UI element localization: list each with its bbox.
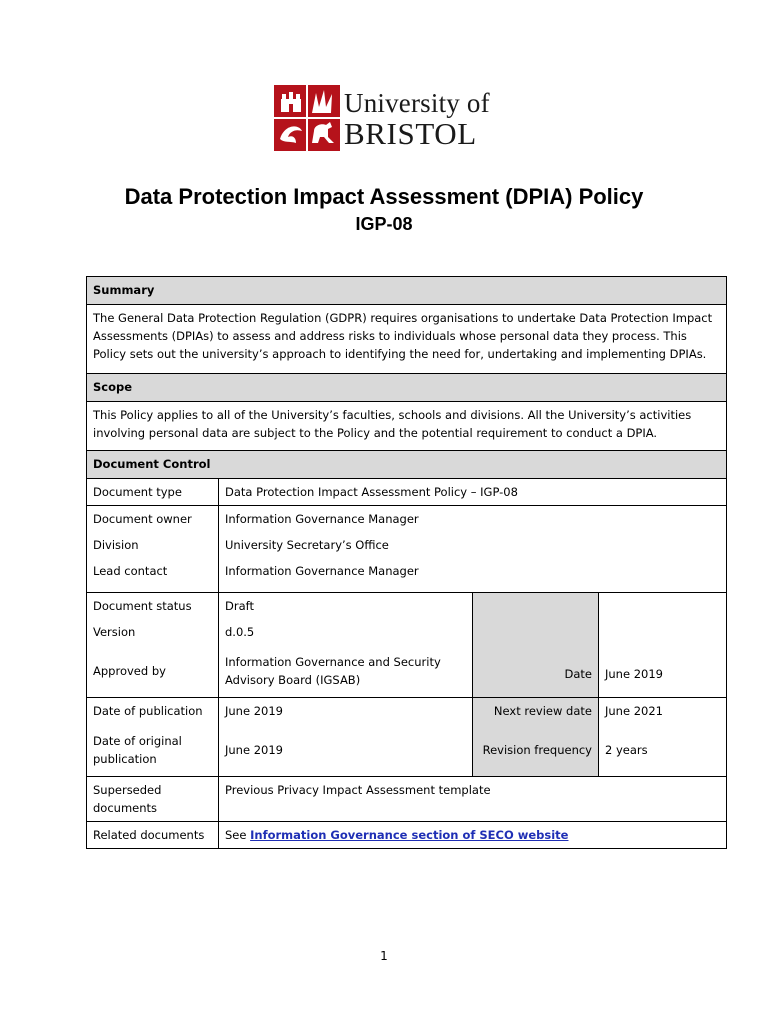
approval-date-value: June 2019 [599, 593, 727, 698]
crest-icon [274, 85, 340, 151]
publication-date-label: Date of publication [93, 704, 203, 718]
owner-label: Document owner [93, 512, 192, 526]
page-subtitle: IGP-08 [355, 214, 413, 234]
superseded-value: Previous Privacy Impact Assessment template [219, 777, 727, 822]
approved-by-label: Approved by [93, 664, 166, 678]
lead-contact-value: Information Governance Manager [225, 564, 419, 578]
ownership-labels [87, 506, 219, 593]
seco-website-link[interactable]: Information Governance section of SECO website [250, 828, 569, 842]
page-title: Data Protection Impact Assessment (DPIA) Policy [124, 184, 644, 209]
publication-labels [87, 698, 219, 777]
related-documents-value [219, 822, 727, 849]
lead-contact-label: Lead contact [93, 564, 168, 578]
ownership-values [219, 506, 727, 593]
related-prefix: See [225, 828, 251, 842]
status-value: Draft [225, 599, 254, 613]
version-label: Version [93, 625, 136, 639]
document-control-table [86, 276, 727, 849]
status-labels [87, 593, 219, 698]
review-values [599, 698, 727, 777]
scope-heading: Scope [87, 374, 727, 402]
revision-frequency-label: Revision frequency [482, 743, 592, 757]
university-logo [274, 85, 496, 151]
approval-date-label: Date [473, 593, 599, 698]
revision-frequency-value: 2 years [605, 743, 648, 757]
division-value: University Secretary’s Office [225, 538, 389, 552]
summary-heading: Summary [87, 277, 727, 305]
publication-date-value: June 2019 [225, 704, 283, 718]
next-review-label: Next review date [493, 704, 592, 718]
owner-value: Information Governance Manager [225, 512, 419, 526]
superseded-label: Superseded documents [87, 777, 219, 822]
logo-text-line2: BRISTOL [344, 116, 477, 151]
division-label: Division [93, 538, 139, 552]
logo-text-line1: University of [344, 88, 490, 118]
document-type-label: Document type [87, 479, 219, 506]
original-publication-label: Date of original publication [93, 734, 182, 766]
publication-values [219, 698, 473, 777]
version-value: d.0.5 [225, 625, 255, 639]
summary-text: The General Data Protection Regulation (GDPR) requires organisations to undertake Data Protection Impact Assessments (DPIAs) to assess and address risks to individuals whose personal data they process. This Policy sets out the university’s approach to identifying the need for, undertaking and implementing DPIAs. [87, 305, 727, 374]
document-type-value: Data Protection Impact Assessment Policy – IGP-08 [219, 479, 727, 506]
status-label: Document status [93, 599, 192, 613]
original-publication-value: June 2019 [225, 743, 283, 757]
page-number: 1 [380, 949, 388, 963]
document-control-heading: Document Control [87, 451, 727, 479]
review-labels [473, 698, 599, 777]
scope-text: This Policy applies to all of the University’s faculties, schools and divisions. All the University’s activities involving personal data are subject to the Policy and the potential requirement to conduct a DPIA. [87, 402, 727, 451]
related-documents-label: Related documents [87, 822, 219, 849]
next-review-value: June 2021 [605, 704, 663, 718]
status-values [219, 593, 473, 698]
approved-by-value: Information Governance and Security Advisory Board (IGSAB) [225, 655, 441, 687]
